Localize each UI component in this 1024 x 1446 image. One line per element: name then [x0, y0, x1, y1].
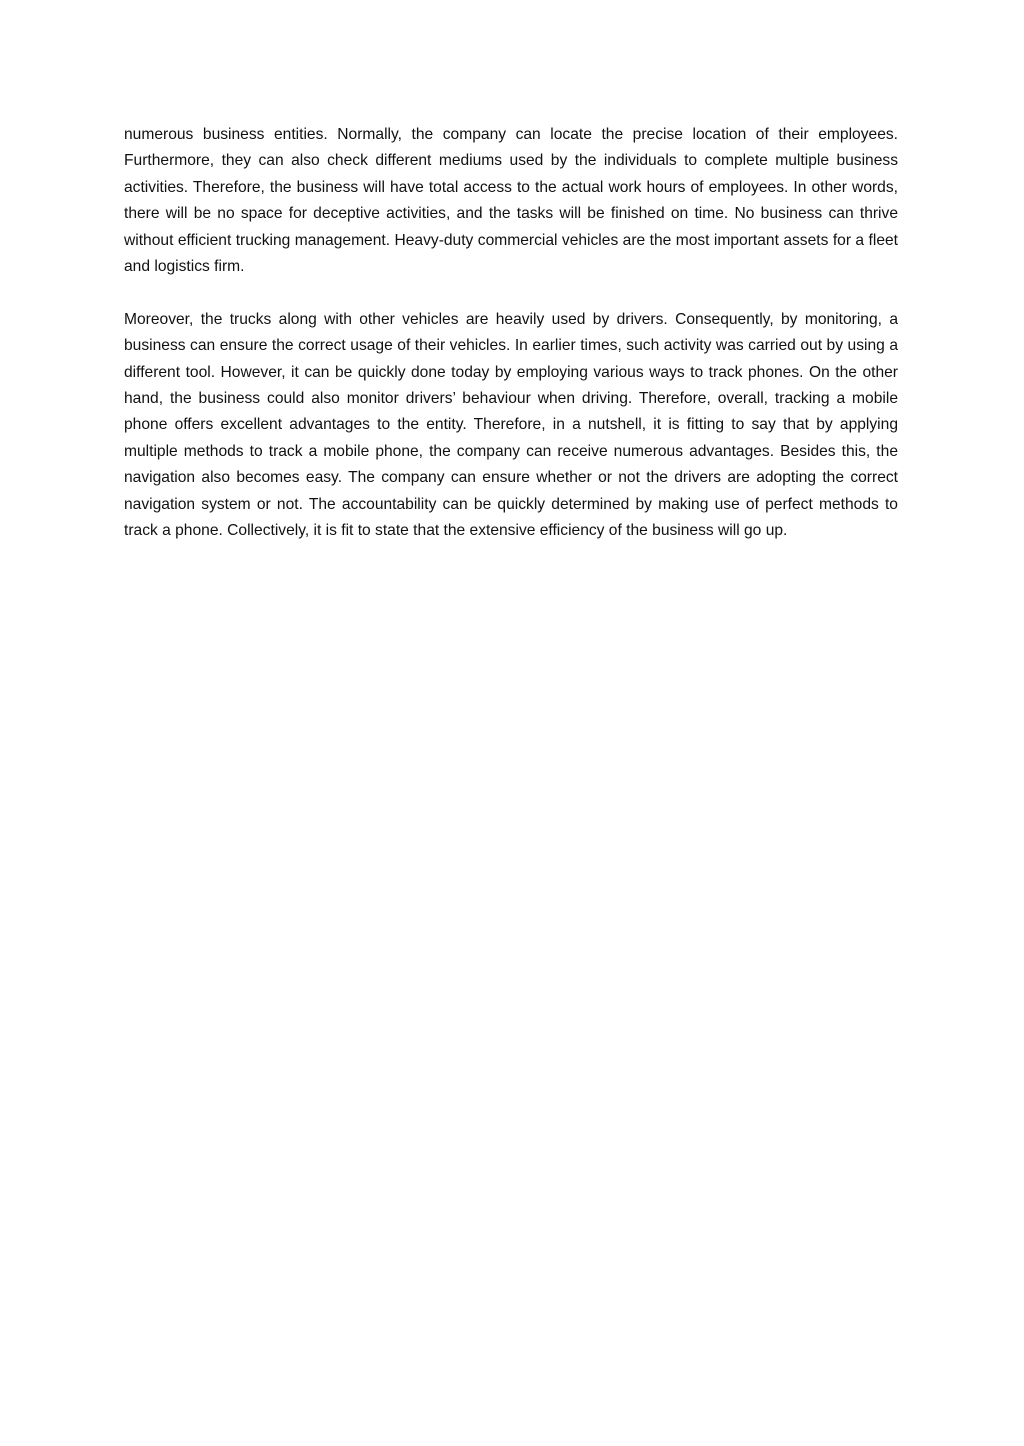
paragraph-2: Moreover, the trucks along with other vehicles are heavily used by drivers. Consequently, by monitoring, a business can ensure the correct usage of their vehicles. In earlier times, such activity was carried out by using a different tool. However, it can be quickly done today by employing various ways to track phones. On the other hand, the business could also monitor drivers’ behaviour when driving. Therefore, overall, tracking a mobile phone offers excellent advantages to the entity. Therefore, in a nutshell, it is fitting to say that by applying multiple methods to track a mobile phone, the company can receive numerous advantages. Besides this, the navigation also becomes easy. The company can ensure whether or not the drivers are adopting the correct navigation system or not. The accountability can be quickly determined by making use of perfect methods to track a phone. Collectively, it is fit to state that the extensive efficiency of the business will go up.	[124, 310, 898, 540]
paragraph-1: numerous business entities. Normally, the company can locate the precise location of their employees. Furthermore, they can also check different mediums used by the individuals to complete multiple business activities. Therefore, the business will have total access to the actual work hours of employees. In other words, there will be no space for deceptive activities, and the tasks will be finished on time. No business can thrive without efficient trucking management. Heavy-duty commercial vehicles are the most important assets for a fleet and logistics firm.	[124, 126, 898, 276]
document-page	[124, 122, 898, 571]
